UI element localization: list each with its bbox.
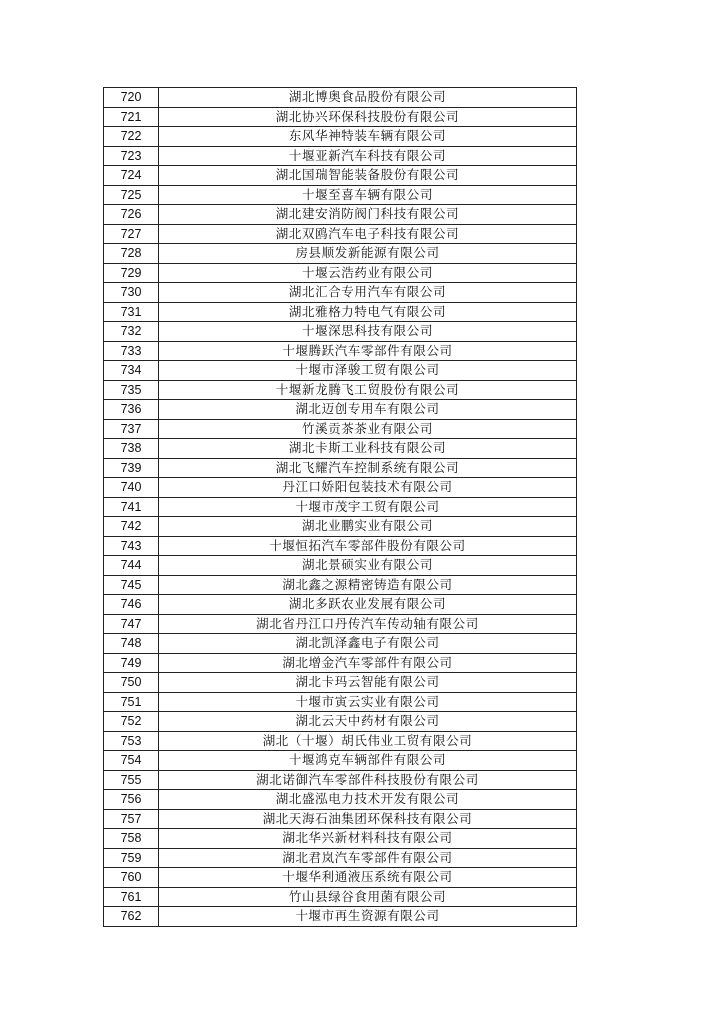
row-number: 735 [104, 380, 159, 400]
row-number: 748 [104, 634, 159, 654]
company-name: 湖北迈创专用车有限公司 [159, 400, 577, 420]
table-row [104, 127, 577, 147]
company-name: 湖北天海石油集团环保科技有限公司 [159, 809, 577, 829]
company-name: 湖北君岚汽车零部件有限公司 [159, 848, 577, 868]
table-row [104, 595, 577, 615]
row-number: 725 [104, 185, 159, 205]
company-list-body [104, 88, 577, 927]
row-number: 739 [104, 458, 159, 478]
company-name: 湖北多跃农业发展有限公司 [159, 595, 577, 615]
company-name: 湖北博奥食品股份有限公司 [159, 88, 577, 108]
row-number: 761 [104, 887, 159, 907]
table-row [104, 205, 577, 225]
row-number: 749 [104, 653, 159, 673]
table-row [104, 244, 577, 264]
row-number: 758 [104, 829, 159, 849]
company-name: 十堰恒拓汽车零部件股份有限公司 [159, 536, 577, 556]
row-number: 750 [104, 673, 159, 693]
company-name: 东风华神特装车辆有限公司 [159, 127, 577, 147]
table-row [104, 361, 577, 381]
company-name: 十堰亚新汽车科技有限公司 [159, 146, 577, 166]
company-name: 竹溪贡茶茶业有限公司 [159, 419, 577, 439]
table-row [104, 614, 577, 634]
company-name: 十堰鸿克车辆部件有限公司 [159, 751, 577, 771]
table-row [104, 751, 577, 771]
company-name: 十堰腾跃汽车零部件有限公司 [159, 341, 577, 361]
company-name: 湖北（十堰）胡氏伟业工贸有限公司 [159, 731, 577, 751]
table-row [104, 419, 577, 439]
row-number: 757 [104, 809, 159, 829]
table-row [104, 88, 577, 108]
row-number: 729 [104, 263, 159, 283]
table-row [104, 673, 577, 693]
row-number: 728 [104, 244, 159, 264]
row-number: 762 [104, 907, 159, 927]
table-row [104, 907, 577, 927]
row-number: 736 [104, 400, 159, 420]
table-row [104, 478, 577, 498]
table-row [104, 731, 577, 751]
table-row [104, 536, 577, 556]
company-name: 湖北增金汽车零部件有限公司 [159, 653, 577, 673]
table-row [104, 829, 577, 849]
table-row [104, 868, 577, 888]
row-number: 747 [104, 614, 159, 634]
row-number: 751 [104, 692, 159, 712]
row-number: 743 [104, 536, 159, 556]
table-row [104, 322, 577, 342]
table-row [104, 439, 577, 459]
company-name: 湖北业鹏实业有限公司 [159, 517, 577, 537]
table-row [104, 556, 577, 576]
row-number: 744 [104, 556, 159, 576]
table-row [104, 380, 577, 400]
table-row [104, 263, 577, 283]
company-name: 湖北汇合专用汽车有限公司 [159, 283, 577, 303]
row-number: 760 [104, 868, 159, 888]
company-name: 湖北盛泓电力技术开发有限公司 [159, 790, 577, 810]
company-name: 湖北诺御汽车零部件科技股份有限公司 [159, 770, 577, 790]
table-row [104, 185, 577, 205]
row-number: 742 [104, 517, 159, 537]
table-row [104, 692, 577, 712]
row-number: 723 [104, 146, 159, 166]
company-name: 湖北卡玛云智能有限公司 [159, 673, 577, 693]
row-number: 759 [104, 848, 159, 868]
row-number: 756 [104, 790, 159, 810]
company-list-table [103, 87, 577, 927]
table-row [104, 283, 577, 303]
company-name: 十堰云浩药业有限公司 [159, 263, 577, 283]
company-name: 湖北双鸥汽车电子科技有限公司 [159, 224, 577, 244]
table-row [104, 517, 577, 537]
company-name: 湖北凯泽鑫电子有限公司 [159, 634, 577, 654]
row-number: 734 [104, 361, 159, 381]
row-number: 731 [104, 302, 159, 322]
row-number: 721 [104, 107, 159, 127]
company-name: 十堰新龙腾飞工贸股份有限公司 [159, 380, 577, 400]
table-row [104, 400, 577, 420]
company-name: 十堰市再生资源有限公司 [159, 907, 577, 927]
table-row [104, 770, 577, 790]
company-name: 湖北华兴新材料科技有限公司 [159, 829, 577, 849]
row-number: 752 [104, 712, 159, 732]
company-name: 十堰华利通液压系统有限公司 [159, 868, 577, 888]
row-number: 740 [104, 478, 159, 498]
row-number: 746 [104, 595, 159, 615]
company-name: 十堰市泽骏工贸有限公司 [159, 361, 577, 381]
table-row [104, 809, 577, 829]
company-name: 十堰市茂宇工贸有限公司 [159, 497, 577, 517]
table-row [104, 575, 577, 595]
row-number: 724 [104, 166, 159, 186]
company-name: 湖北景硕实业有限公司 [159, 556, 577, 576]
company-name: 湖北卡斯工业科技有限公司 [159, 439, 577, 459]
row-number: 737 [104, 419, 159, 439]
table-row [104, 458, 577, 478]
row-number: 755 [104, 770, 159, 790]
table-row [104, 224, 577, 244]
company-name: 十堰深思科技有限公司 [159, 322, 577, 342]
row-number: 733 [104, 341, 159, 361]
table-row [104, 653, 577, 673]
company-name: 湖北建安消防阀门科技有限公司 [159, 205, 577, 225]
row-number: 738 [104, 439, 159, 459]
table-row [104, 107, 577, 127]
table-row [104, 166, 577, 186]
row-number: 720 [104, 88, 159, 108]
company-name: 十堰至喜车辆有限公司 [159, 185, 577, 205]
company-name: 房县顺发新能源有限公司 [159, 244, 577, 264]
company-name: 湖北协兴环保科技股份有限公司 [159, 107, 577, 127]
row-number: 722 [104, 127, 159, 147]
company-name: 湖北鑫之源精密铸造有限公司 [159, 575, 577, 595]
company-name: 湖北国瑞智能装备股份有限公司 [159, 166, 577, 186]
table-row [104, 302, 577, 322]
company-name: 湖北省丹江口丹传汽车传动轴有限公司 [159, 614, 577, 634]
table-row [104, 712, 577, 732]
row-number: 753 [104, 731, 159, 751]
row-number: 745 [104, 575, 159, 595]
row-number: 741 [104, 497, 159, 517]
table-row [104, 341, 577, 361]
company-name: 十堰市寅云实业有限公司 [159, 692, 577, 712]
table-row [104, 848, 577, 868]
table-row [104, 497, 577, 517]
row-number: 727 [104, 224, 159, 244]
table-row [104, 887, 577, 907]
row-number: 754 [104, 751, 159, 771]
table-row [104, 634, 577, 654]
company-name: 丹江口娇阳包装技术有限公司 [159, 478, 577, 498]
row-number: 730 [104, 283, 159, 303]
table-row [104, 790, 577, 810]
company-name: 竹山县绿谷食用菌有限公司 [159, 887, 577, 907]
company-name: 湖北飞耀汽车控制系统有限公司 [159, 458, 577, 478]
company-name: 湖北云天中药材有限公司 [159, 712, 577, 732]
table-row [104, 146, 577, 166]
row-number: 726 [104, 205, 159, 225]
company-name: 湖北雅格力特电气有限公司 [159, 302, 577, 322]
row-number: 732 [104, 322, 159, 342]
